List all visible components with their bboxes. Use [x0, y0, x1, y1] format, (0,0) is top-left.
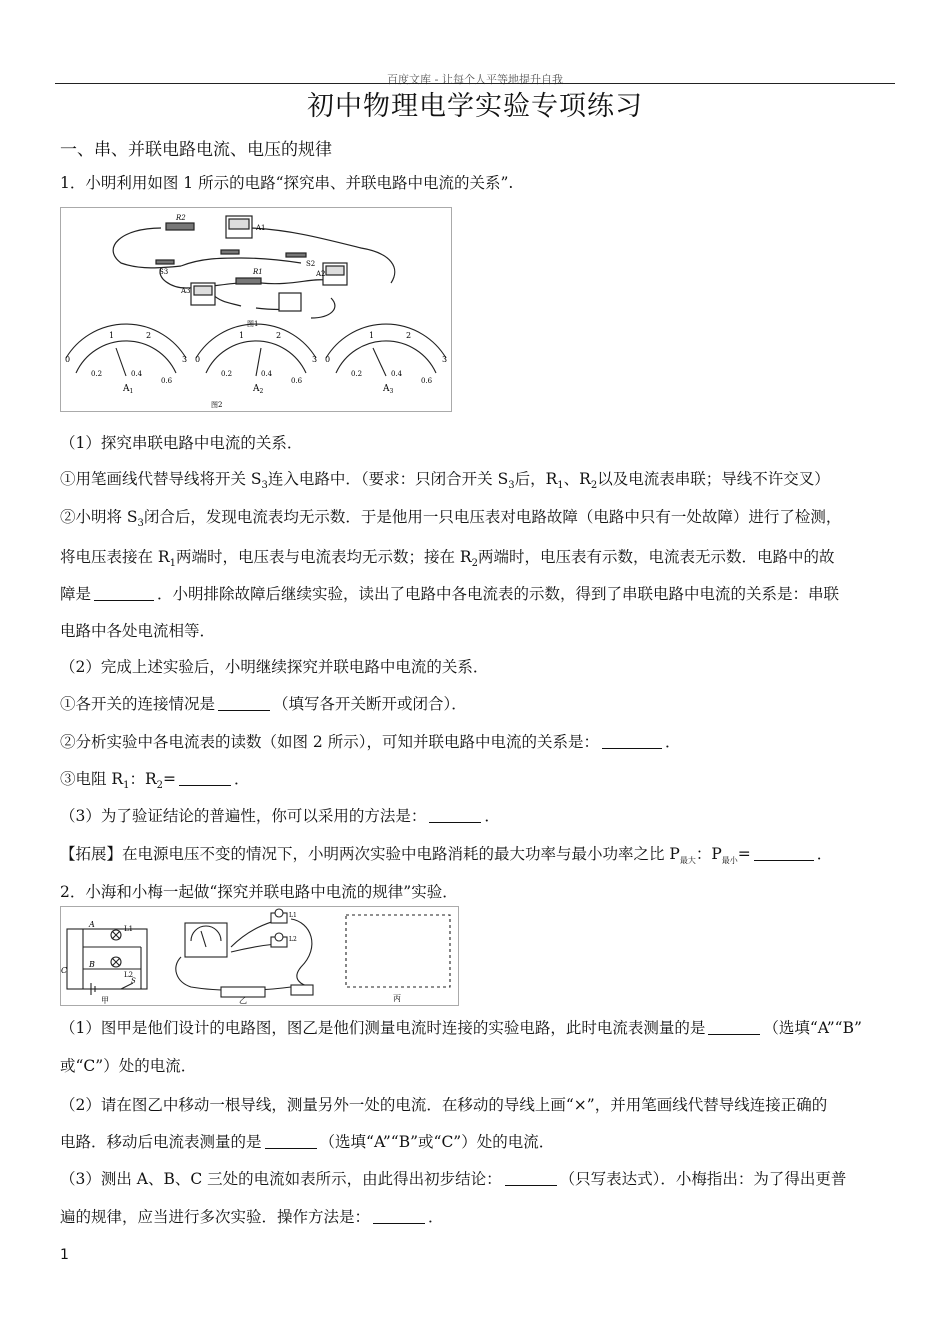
svg-text:L2: L2 [289, 936, 297, 943]
svg-text:0.2: 0.2 [351, 370, 363, 378]
figure-1-caption: 图1 [247, 320, 259, 328]
figure-1-2 [60, 207, 452, 412]
answer-blank[interactable] [429, 807, 481, 824]
answer-blank[interactable] [94, 585, 154, 602]
svg-text:0.4: 0.4 [131, 370, 143, 378]
svg-text:0: 0 [195, 355, 201, 364]
svg-text:R1: R1 [253, 268, 263, 276]
svg-text:A: A [89, 920, 95, 929]
label-yi: 乙 [239, 996, 247, 1005]
answer-blank[interactable] [373, 1208, 425, 1225]
q1-part1: （1）探究串联电路中电流的关系． [60, 434, 303, 452]
q1-line-1: ①用笔画线代替导线将开关 $S_3$连入电路中．（要求：只闭合开关 $S_3$后，$R_1$、$R_2$以及电流表串联；导线不许交叉） [60, 470, 830, 492]
circuit-figure-q2-svg [61, 907, 458, 1005]
question-2-stem: 2．小海和小梅一起做“探究并联电路中电流的规律”实验． [60, 883, 458, 901]
answer-blank[interactable] [602, 733, 662, 750]
q1-line-3: 将电压表接在 $R_1$两端时，电压表与电流表均无示数；接在 $R_2$两端时，电压表有示数，电流表无示数．电路中的故 [60, 548, 835, 570]
svg-text:L1: L1 [124, 925, 134, 933]
q2-part1-line1: （1）图甲是他们设计的电路图，图乙是他们测量电流时连接的实验电路，此时电流表测量的是 （选填“A”“B” [60, 1019, 862, 1037]
q2-part3-line2: 遍的规律，应当进行多次实验．操作方法是： ． [60, 1208, 444, 1226]
page-header: 百度文库 - 让每个人平等地提升自我 [387, 73, 563, 86]
answer-blank[interactable] [505, 1170, 557, 1187]
svg-text:0.6: 0.6 [291, 377, 303, 385]
label-bing: 丙 [393, 994, 401, 1003]
svg-text:C: C [61, 966, 68, 975]
q1-part2: （2）完成上述实验后，小明继续探究并联电路中电流的关系． [60, 658, 489, 676]
figure-2-caption: 图2 [211, 401, 223, 409]
q1-line-2: ②小明将 $S_3$闭合后，发现电流表均无示数．于是他用一只电压表对电路故障（电路中只有一处故障）进行了检测， [60, 508, 842, 530]
svg-text:R2: R2 [176, 214, 186, 222]
question-1-stem: 1．小明利用如图 1 所示的电路“探究串、并联电路中电流的关系”. [60, 174, 514, 192]
svg-text:0: 0 [325, 355, 331, 364]
svg-text:0.6: 0.6 [161, 377, 173, 385]
answer-blank[interactable] [218, 695, 270, 712]
svg-text:S2: S2 [306, 260, 316, 268]
svg-text:3: 3 [182, 355, 188, 364]
q2-part1-line2: 或“C”）处的电流． [60, 1057, 197, 1075]
q1-line-4: 障是 ．小明排除故障后继续实验，读出了电路中各电流表的示数，得到了串联电路中电流的关系是：串联 [60, 585, 840, 603]
q1-line-6: ①各开关的连接情况是 （填写各开关断开或闭合）． [60, 695, 467, 713]
svg-text:1: 1 [369, 331, 375, 340]
answer-blank[interactable] [708, 1019, 760, 1036]
q2-part2-line1: （2）请在图乙中移动一根导线，测量另外一处的电流．在移动的导线上画“×”，并用笔画线代替导线连接正确的 [60, 1096, 828, 1114]
svg-text:0.6: 0.6 [421, 377, 433, 385]
svg-text:A3: A3 [181, 287, 191, 295]
q2-part2-line2: 电路．移动后电流表测量的是 （选填“A”“B”或“C”）处的电流． [60, 1133, 555, 1151]
section-heading: 一、串、并联电路电流、电压的规律 [60, 140, 332, 160]
svg-text:3: 3 [442, 355, 448, 364]
meter-label-a3: $A_3$ [383, 384, 394, 395]
svg-text:0: 0 [65, 355, 71, 364]
circuit-figure-1-svg [61, 208, 451, 411]
q1-line-5: 电路中各处电流相等． [60, 622, 216, 640]
svg-text:2: 2 [276, 331, 282, 340]
svg-text:2: 2 [146, 331, 152, 340]
q1-line-8: ③电阻 $R_1$：$R_2=$ ． [60, 770, 250, 792]
q2-part3-line1: （3）测出 A、B、C 三处的电流如表所示，由此得出初步结论： （只写表达式）．小梅指出：为了得出更普 [60, 1170, 847, 1188]
svg-text:A2: A2 [316, 270, 326, 278]
svg-text:S: S [131, 977, 136, 985]
meter-label-a1: $A_1$ [123, 384, 134, 395]
meter-label-a2: $A_2$ [253, 384, 264, 395]
svg-text:3: 3 [312, 355, 318, 364]
svg-text:B: B [89, 960, 95, 969]
svg-text:2: 2 [406, 331, 412, 340]
svg-text:0.4: 0.4 [261, 370, 273, 378]
svg-text:L2: L2 [124, 971, 134, 979]
svg-text:0.2: 0.2 [221, 370, 233, 378]
page-title: 初中物理电学实验专项练习 [307, 91, 643, 122]
svg-text:S3: S3 [159, 268, 169, 276]
page-number: 1 [60, 1247, 69, 1263]
answer-blank[interactable] [179, 770, 231, 787]
ammeter-dials [66, 324, 446, 376]
svg-text:0.4: 0.4 [391, 370, 403, 378]
q1-line-7: ②分析实验中各电流表的读数（如图 2 所示），可知并联电路中电流的关系是： ． [60, 733, 681, 751]
figure-q2 [60, 906, 459, 1006]
svg-text:L1: L1 [289, 912, 297, 919]
answer-blank[interactable] [265, 1133, 317, 1150]
answer-blank[interactable] [754, 845, 814, 862]
svg-text:1: 1 [239, 331, 245, 340]
q1-part3: （3）为了验证结论的普遍性，你可以采用的方法是： ． [60, 807, 500, 825]
svg-text:A1: A1 [256, 224, 266, 232]
label-jia: 甲 [101, 996, 109, 1005]
q1-extension: 【拓展】在电源电压不变的情况下，小明两次实验中电路消耗的最大功率与最小功率之比 $P_{最大}$：$P_{最小}=$ ． [60, 845, 833, 866]
svg-text:1: 1 [109, 331, 115, 340]
svg-text:0.2: 0.2 [91, 370, 103, 378]
